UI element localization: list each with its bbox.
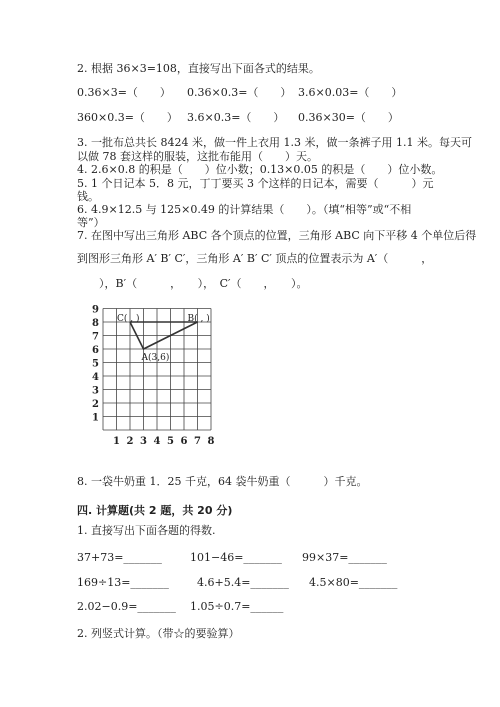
- section-4-sub-2: 2. 列竖式计算。（带☆的要验算）: [77, 627, 240, 640]
- coordinate-grid-figure: [70, 300, 215, 450]
- y-tick-label: 6: [92, 345, 99, 356]
- x-tick-label: 1: [113, 436, 120, 447]
- y-axis-tick-labels: [92, 305, 99, 424]
- section-4-sub-1: 1. 直接写出下面各题的得数.: [77, 524, 216, 537]
- exercise-2: 101−46=_______: [190, 551, 282, 564]
- y-tick-label: 8: [92, 318, 99, 329]
- exercise-7: 2.02−0.9=_______: [77, 600, 176, 613]
- x-axis-tick-labels: [113, 436, 215, 447]
- q5-line-2: 钱。: [77, 190, 99, 203]
- grid-lines: [103, 309, 211, 431]
- q3-line-2: 以做 78 套这样的服装，这批布能用（ ）天。: [77, 150, 318, 163]
- point-b-label: B( , ): [187, 314, 210, 324]
- q7-line-1: 7. 在图中写出三角形 ABC 各个顶点的位置，三角形 ABC 向下平移 4 个单位后得: [77, 229, 477, 242]
- point-c-label: C( , ): [117, 314, 140, 324]
- x-tick-label: 7: [194, 436, 201, 447]
- y-tick-label: 5: [92, 358, 99, 370]
- y-tick-label: 1: [92, 412, 99, 424]
- q5-line-1: 5. 1 个日记本 5．8 元，丁丁要买 3 个这样的日记本，需要（ ）元: [77, 177, 434, 190]
- exercise-1: 37+73=_______: [77, 551, 162, 564]
- x-tick-label: 2: [126, 436, 134, 447]
- y-tick-label: 4: [92, 372, 99, 383]
- q3-line-1: 3. 一批布总共长 8424 米，做一件上衣用 1.3 米，做一条裤子用 1.1 米。每天可: [77, 136, 472, 149]
- q2-title: 2. 根据 36×3=108，直接写出下面各式的结果。: [77, 62, 320, 75]
- q2-item-2: 0.36×0.3=（ ）: [187, 86, 292, 99]
- y-tick-label: 3: [92, 385, 99, 397]
- section-4-heading: 四. 计算题(共 2 题，共 20 分): [77, 504, 233, 517]
- q2-item-4: 360×0.3=（ ）: [77, 111, 178, 124]
- q2-item-5: 3.6×0.3=（ ）: [187, 111, 285, 124]
- x-tick-label: 4: [153, 436, 161, 447]
- q2-item-3: 3.6×0.03=（ ）: [298, 86, 403, 99]
- exercise-6: 4.5×80=_______: [309, 576, 398, 589]
- q4-text: 4. 2.6×0.8 的积是（ ）位小数；0.13×0.05 的积是（ ）位小数。: [77, 163, 443, 176]
- q2-item-6: 0.36×30=（ ）: [298, 111, 399, 124]
- q6-line-2: 等”）: [77, 216, 105, 229]
- q7-line-3: ），B′（ ， ）， C′（ ， ）。: [77, 277, 308, 290]
- y-tick-label: 7: [92, 331, 99, 343]
- exercise-3: 99×37=_______: [302, 551, 387, 564]
- x-tick-label: 3: [140, 436, 147, 447]
- exercise-8: 1.05÷0.7=______: [190, 600, 284, 613]
- q6-line-1: 6. 4.9×12.5 与 125×0.49 的计算结果（ ）。（填“相等”或“不相: [77, 203, 412, 216]
- x-tick-label: 6: [180, 436, 188, 447]
- q7-line-2: 到图形三角形 A′ B′ C′，三角形 A′ B′ C′ 顶点的位置表示为 A′（ ，: [77, 252, 433, 265]
- y-tick-label: 9: [92, 304, 99, 316]
- q8-text: 8. 一袋牛奶重 1．25 千克，64 袋牛奶重（ ）千克。: [77, 475, 368, 488]
- point-a-label: A(3,6): [141, 353, 170, 363]
- y-tick-label: 2: [92, 399, 99, 410]
- q2-item-1: 0.36×3=（ ）: [77, 86, 171, 99]
- exercise-4: 169÷13=_______: [77, 576, 169, 589]
- exercise-5: 4.6+5.4=_______: [197, 576, 289, 589]
- x-tick-label: 8: [207, 436, 215, 447]
- x-tick-label: 5: [167, 436, 174, 447]
